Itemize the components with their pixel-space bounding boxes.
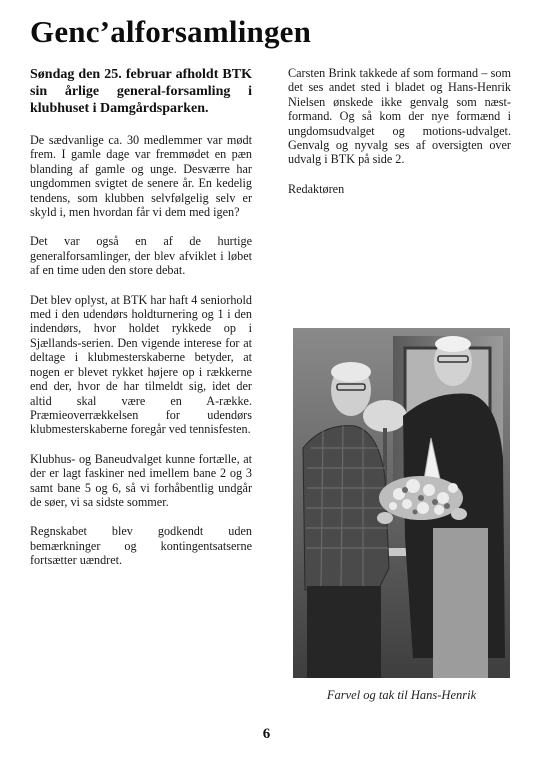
photo — [293, 328, 510, 678]
body-paragraph: De sædvanlige ca. 30 medlemmer var mødt frem. I gamle dage var fremmødet en pæn blanding af gamle og unge. Desværre har ungdommen svigtet de senere år. En kedelig tendens, som klubben selvfølgelig selv er skyld i, men hvordan får vi dem med igen? — [30, 133, 252, 220]
body-paragraph: Regnskabet blev godkendt uden bemærkninger og kontingentsatserne fortsætter uændret. — [30, 524, 252, 568]
right-column — [288, 66, 511, 211]
lead-paragraph: Søndag den 25. februar afholdt BTK sin årlige general-forsamling i klubhuset i Damgårdsparken. — [30, 67, 252, 116]
body-paragraph: Klubhus- og Baneudvalget kunne fortælle, at der er lagt faskiner ned imellem bane 2 og 3 samt bane 5 og 6, så vi forhåbentlig undgår de søer, vi sa sidste sommer. — [30, 451, 252, 509]
photo-image — [293, 328, 510, 678]
body-paragraph: Det var også en af de hurtige generalforsamlinger, der blev afviklet i løbet af en time uden den store debat. — [30, 234, 252, 278]
body-paragraph: Carsten Brink takkede af som formand – som det ses andet sted i bladet og Hans-Henrik Nielsen ønskede ikke genvalg som næst-formand. Og så kom der nye formænd i ungdomsudvalget og motions-udvalget. Genvalg og nyvalg ses af oversigten over udvalg i BTK på side 2. — [288, 66, 511, 167]
page-number: 6 — [262, 726, 271, 742]
body-paragraph: Det blev oplyst, at BTK har haft 4 seniorhold med i den udendørs holdturnering og 1 i den indendørs, hvor holdet rykkede op i Sjællands-serien. Den vigende interese for at deltage i klubmesterskaberne betyder, at nogen er blevet rykket højere op i rækkerne end der, hvor de har tilmeldt sig, idet der altid skal være en A-række. Præmieoverrækkelsen for udendørs klubmesterskaberne foregår ved tennisfesten. — [30, 292, 252, 437]
left-column — [30, 66, 252, 583]
signature: Redaktøren — [288, 181, 345, 196]
article-title: Genc’alforsamlingen — [30, 14, 312, 49]
photo-caption: Farvel og tak til Hans-Henrik — [326, 688, 477, 702]
